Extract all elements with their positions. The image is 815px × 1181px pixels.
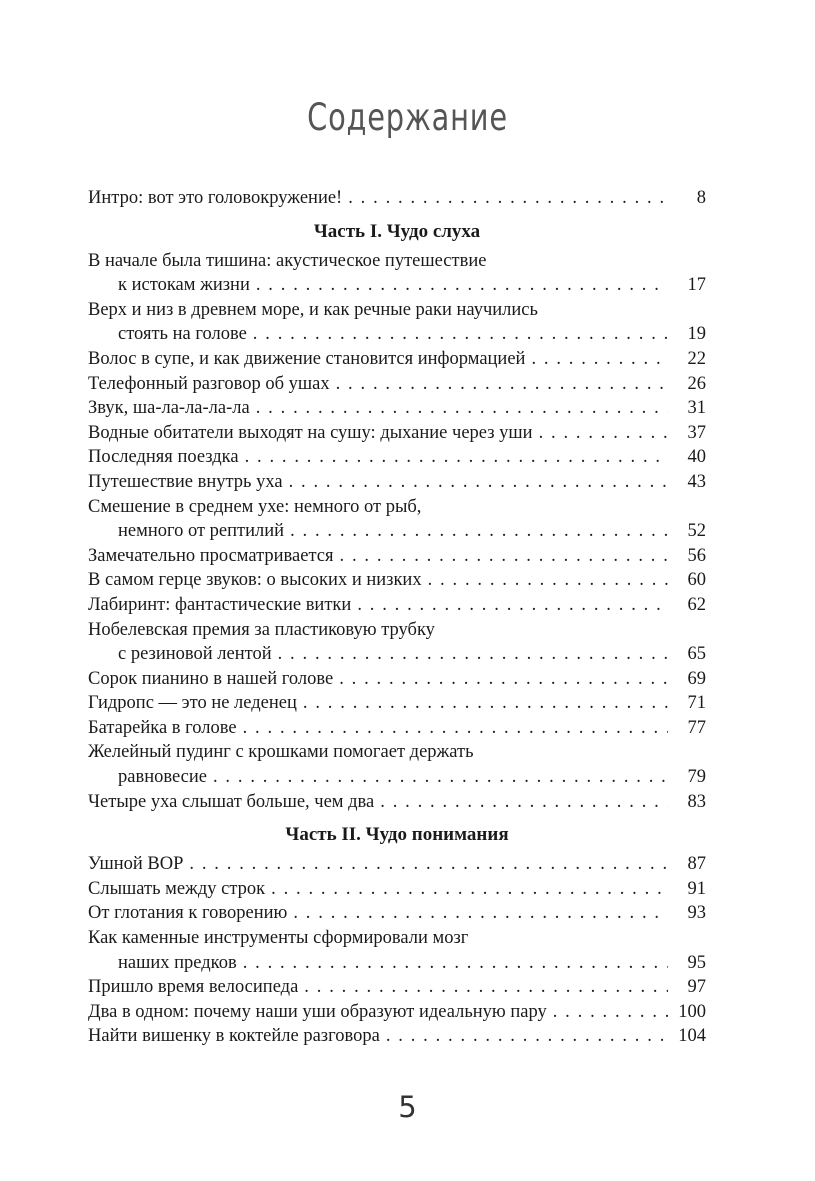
toc-entry-page: 87 — [687, 854, 706, 875]
dot-leader — [271, 877, 668, 902]
dot-leader — [357, 593, 668, 618]
dot-leader — [290, 519, 668, 544]
toc-entry-title-line-1: Нобелевская премия за пластиковую трубку — [88, 619, 435, 640]
toc-entry-title-line-2: с резиновой лентой — [118, 644, 272, 665]
toc-entry-page: 19 — [687, 324, 706, 345]
toc-entry[interactable] — [88, 691, 706, 716]
toc-entry-title: Последняя поездка — [88, 447, 239, 468]
toc-entry-row — [88, 1000, 706, 1025]
toc-entry-row — [88, 1024, 706, 1049]
toc-entry-title: Гидропс — это не леденец — [88, 693, 297, 714]
toc-entry-row — [88, 421, 706, 446]
dot-leader — [213, 765, 668, 790]
toc-entry-page: 83 — [687, 791, 706, 812]
toc-entry-title-line-1: В начале была тишина: акустическое путешествие — [88, 250, 487, 271]
toc-entry-page: 43 — [687, 471, 706, 492]
toc-entry[interactable] — [88, 593, 706, 618]
toc-entry[interactable] — [88, 667, 706, 692]
toc-entry-page: 71 — [687, 693, 706, 714]
dot-leader — [278, 642, 668, 667]
toc-entry[interactable] — [88, 421, 706, 446]
dot-leader — [256, 273, 668, 298]
toc-entry-row — [88, 273, 706, 298]
toc-entry-title: От глотания к говорению — [88, 903, 288, 924]
toc-entry-row — [88, 519, 706, 544]
toc-entry-page: 52 — [687, 521, 706, 542]
toc-entry-title: Замечательно просматривается — [88, 545, 334, 566]
toc-entry-page: 97 — [687, 977, 706, 998]
toc-entry-title: Лабиринт: фантастические витки — [88, 594, 352, 615]
toc-entry-row — [88, 975, 706, 1000]
toc-entry-title-line-2: стоять на голове — [118, 324, 247, 345]
toc-entry[interactable] — [88, 790, 706, 815]
toc-entry[interactable] — [88, 445, 706, 470]
toc-entry-page: 37 — [687, 422, 706, 443]
toc-entry-title: Путешествие внутрь уха — [88, 471, 283, 492]
toc-entry-page: 93 — [687, 903, 706, 924]
toc-entry-row — [88, 667, 706, 692]
toc-entry[interactable] — [88, 298, 706, 347]
dot-leader — [348, 186, 668, 211]
toc-entry-page: 91 — [687, 878, 706, 899]
toc-entry-title: Ушной ВОР — [88, 854, 184, 875]
toc-entry-title: Интро: вот это головокружение! — [88, 188, 343, 208]
toc-entry-row — [88, 765, 706, 790]
toc-entry-title: Звук, ша-ла-ла-ла-ла — [88, 398, 250, 419]
part-2-entries — [88, 852, 706, 1049]
table-of-contents — [88, 186, 706, 1049]
toc-entry-title-line-2: наших предков — [118, 952, 237, 973]
dot-leader — [253, 322, 668, 347]
toc-entry-title-line-1: Как каменные инструменты сформировали мозг — [88, 928, 469, 949]
dot-leader — [339, 667, 668, 692]
toc-entry-row — [88, 372, 706, 397]
toc-entry-title: Четыре уха слышат больше, чем два — [88, 791, 375, 812]
toc-entry-title: Найти вишенку в коктейле разговора — [88, 1026, 380, 1047]
toc-entry[interactable] — [88, 975, 706, 1000]
toc-entry[interactable] — [88, 1000, 706, 1025]
toc-entry-title: Слышать между строк — [88, 878, 266, 899]
toc-entry-title-line-1: Смешение в среднем ухе: немного от рыб, — [88, 496, 422, 517]
toc-entry-page: 8 — [696, 188, 706, 208]
dot-leader — [304, 975, 668, 1000]
toc-entry-title: Сорок пианино в нашей голове — [88, 668, 334, 689]
toc-entry-page: 95 — [687, 952, 706, 973]
toc-entry[interactable] — [88, 877, 706, 902]
toc-entry-row — [88, 445, 706, 470]
toc-entry-page: 79 — [687, 767, 706, 788]
dot-leader — [340, 544, 668, 569]
dot-leader — [256, 396, 668, 421]
toc-entry-page: 17 — [687, 275, 706, 296]
toc-entry-page: 77 — [687, 717, 706, 738]
dot-leader — [428, 568, 668, 593]
toc-entry-row — [88, 347, 706, 372]
part-2-heading: Часть II. Чудо понимания — [285, 824, 509, 846]
dot-leader — [303, 691, 668, 716]
toc-entry-row — [88, 322, 706, 347]
toc-entry[interactable] — [88, 901, 706, 926]
dot-leader — [289, 470, 668, 495]
toc-entry-row — [88, 877, 706, 902]
dot-leader — [336, 372, 668, 397]
toc-entry-title: Два в одном: почему наши уши образуют идеальную пару — [88, 1001, 547, 1022]
toc-entry-title: Водные обитатели выходят на сушу: дыхание через уши — [88, 422, 533, 443]
toc-entry-title-line-2: равновесие — [118, 767, 207, 788]
toc-entry-page: 65 — [687, 644, 706, 665]
toc-entry-page: 56 — [687, 545, 706, 566]
dot-leader — [386, 1024, 668, 1049]
toc-entry-page: 31 — [687, 398, 706, 419]
part-1-entries — [88, 249, 706, 815]
toc-entry-title: Волос в супе, и как движение становится информацией — [88, 348, 526, 369]
toc-entry-row — [88, 951, 706, 976]
toc-entry-row — [88, 396, 706, 421]
toc-entry[interactable] — [88, 495, 706, 544]
toc-entry-title-line-2: к истокам жизни — [118, 275, 250, 296]
toc-entry[interactable] — [88, 372, 706, 397]
toc-entry[interactable] — [88, 740, 706, 789]
toc-entry-row — [88, 593, 706, 618]
toc-entry[interactable] — [88, 716, 706, 741]
part-1-heading: Часть I. Чудо слуха — [313, 220, 481, 242]
toc-entry-row — [88, 716, 706, 741]
toc-entry-page: 26 — [687, 373, 706, 394]
toc-entry-title-line-1: Желейный пудинг с крошками помогает держать — [88, 742, 474, 763]
toc-entry-intro[interactable] — [88, 186, 706, 211]
toc-entry[interactable] — [88, 568, 706, 593]
toc-entry[interactable] — [88, 544, 706, 569]
toc-entry-page: 60 — [687, 570, 706, 591]
toc-entry-row — [88, 568, 706, 593]
toc-entry-title: Телефонный разговор об ушах — [88, 373, 330, 394]
toc-entry-title-line-1: Верх и низ в древнем море, и как речные раки научились — [88, 299, 538, 320]
toc-entry[interactable] — [88, 396, 706, 421]
toc-entry-row — [88, 901, 706, 926]
toc-entry-page: 62 — [687, 594, 706, 615]
toc-entry[interactable] — [88, 470, 706, 495]
toc-entry-row — [88, 544, 706, 569]
dot-leader — [189, 852, 668, 877]
toc-entry[interactable] — [88, 1024, 706, 1049]
toc-entry-row — [88, 691, 706, 716]
page-number: 5 — [398, 1090, 417, 1124]
dot-leader — [245, 445, 668, 470]
toc-entry-title: Пришло время велосипеда — [88, 977, 299, 998]
toc-entry-title-line-2: немного от рептилий — [118, 521, 285, 542]
dot-leader — [539, 421, 668, 446]
toc-entry-title: В самом герце звуков: о высоких и низких — [88, 570, 422, 591]
toc-entry-page: 104 — [678, 1026, 706, 1047]
toc-entry[interactable] — [88, 347, 706, 372]
dot-leader — [553, 1000, 668, 1025]
dot-leader — [243, 951, 668, 976]
toc-entry[interactable] — [88, 926, 706, 975]
toc-entry-page: 69 — [687, 668, 706, 689]
toc-entry[interactable] — [88, 852, 706, 877]
page-title: Содержание — [307, 96, 508, 139]
toc-entry-page: 40 — [687, 447, 706, 468]
toc-entry-page: 22 — [687, 348, 706, 369]
dot-leader — [531, 347, 668, 372]
toc-entry[interactable] — [88, 249, 706, 298]
toc-entry-row — [88, 642, 706, 667]
dot-leader — [293, 901, 668, 926]
toc-entry-page: 100 — [678, 1001, 706, 1022]
toc-entry-title: Батарейка в голове — [88, 717, 237, 738]
toc-entry-row — [88, 790, 706, 815]
dot-leader — [380, 790, 668, 815]
toc-entry-row — [88, 470, 706, 495]
toc-entry-row — [88, 852, 706, 877]
dot-leader — [243, 716, 668, 741]
toc-entry[interactable] — [88, 618, 706, 667]
